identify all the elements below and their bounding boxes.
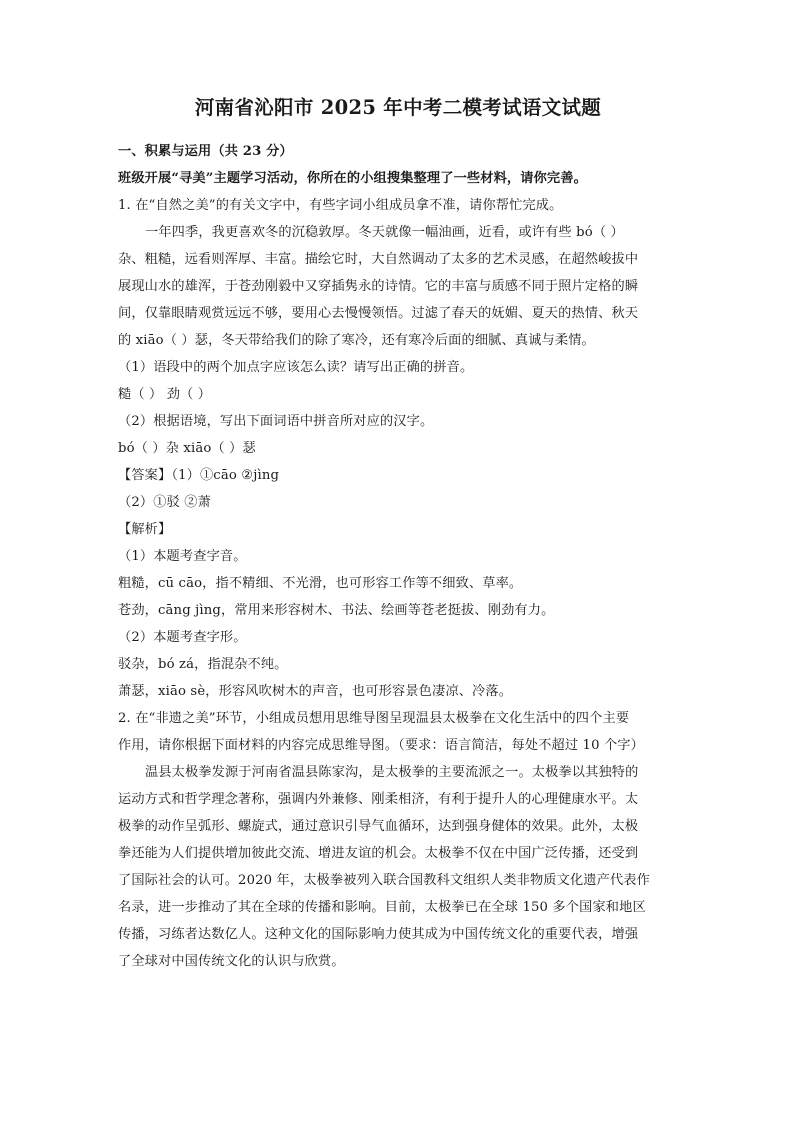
text-line: 的 xiāo（ ）瑟，冬天带给我们的除了寒冷，还有寒冷后面的细腻、真诚与柔情。	[118, 333, 595, 348]
text-line: bó（ ）杂 xiāo（ ）瑟	[118, 441, 256, 456]
text-line: 一、积累与运用（共 23 分）	[118, 144, 293, 159]
text-line: 传播，习练者达数亿人。这种文化的国际影响力使其成为中国传统文化的重要代表，增强	[118, 927, 639, 942]
text-line: 糙（ ） 劲（ ）	[118, 387, 212, 402]
text-line: 驳杂，bó zá，指混杂不纯。	[118, 657, 288, 672]
text-line: 苍劲，cāng jìng，常用来形容树木、书法、绘画等苍老挺拔、刚劲有力。	[118, 603, 555, 618]
exam-title: 河南省沁阳市 2025 年中考二模考试语文试题	[194, 96, 602, 119]
text-line: 了全球对中国传统文化的认识与欣赏。	[118, 954, 345, 969]
text-line: 【解析】	[118, 522, 172, 537]
text-line: （1）本题考查字音。	[118, 549, 247, 564]
text-line: 粗糙，cū cāo，指不精细、不光滑，也可形容工作等不细致、草率。	[118, 576, 523, 591]
text-line: 【答案】（1）①cāo ②jìng	[118, 468, 280, 483]
text-line: 萧瑟，xiāo sè，形容风吹树木的声音，也可形容景色凄凉、冷落。	[118, 684, 513, 699]
text-line: （2）根据语境，写出下面词语中拼音所对应的汉字。	[118, 414, 434, 429]
text-line: 了国际社会的认可。2020 年，太极拳被列入联合国教科文组织人类非物质文化遗产代表作	[118, 873, 650, 888]
text-line: （1）语段中的两个加点字应该怎么读？请写出正确的拼音。	[118, 360, 474, 375]
text-line: 1. 在“自然之美”的有关文字中，有些字词小组成员拿不准，请你帮忙完成。	[118, 198, 563, 213]
text-line: 温县太极拳发源于河南省温县陈家沟，是太极拳的主要流派之一。太极拳以其独特的	[145, 765, 639, 780]
text-line: 间，仅靠眼睛观赏远远不够，要用心去慢慢领悟。过滤了春天的妩媚、夏天的热情、秋天	[118, 306, 639, 321]
text-line: 2. 在“非遗之美”环节，小组成员想用思维导图呈现温县太极拳在文化生活中的四个主要	[118, 711, 630, 726]
text-line: （2）本题考查字形。	[118, 630, 247, 645]
text-line: 杂、粗糙，远看则浑厚、丰富。描绘它时，大自然调动了太多的艺术灵感，在超然峻拔中	[118, 252, 639, 267]
exam-page	[118, 94, 678, 975]
text-line: 展现山水的雄浑，于苍劲刚毅中又穿插隽永的诗情。它的丰富与质感不同于照片定格的瞬	[118, 279, 639, 294]
text-line: 一年四季，我更喜欢冬的沉稳敦厚。冬天就像一幅油画，近看，或许有些 bó（ ）	[145, 225, 624, 240]
text-line: 运动方式和哲学理念著称，强调内外兼修、刚柔相济，有利于提升人的心理健康水平。太	[118, 792, 639, 807]
text-line: （2）①驳 ②萧	[118, 495, 211, 510]
text-line: 拳还能为人们提供增加彼此交流、增进友谊的机会。太极拳不仅在中国广泛传播，还受到	[118, 846, 639, 861]
text-line: 作用，请你根据下面材料的内容完成思维导图。（要求：语言简洁，每处不超过 10 个字）	[118, 738, 644, 753]
exam-body	[118, 138, 678, 975]
text-line: 名录，进一步推动了其在全球的传播和影响。目前，太极拳已在全球 150 多个国家和地区	[118, 900, 646, 915]
text-line: 极拳的动作呈弧形、螺旋式，通过意识引导气血循环，达到强身健体的效果。此外，太极	[118, 819, 639, 834]
text-line: 班级开展“寻美”主题学习活动，你所在的小组搜集整理了一些材料，请你完善。	[118, 171, 587, 186]
